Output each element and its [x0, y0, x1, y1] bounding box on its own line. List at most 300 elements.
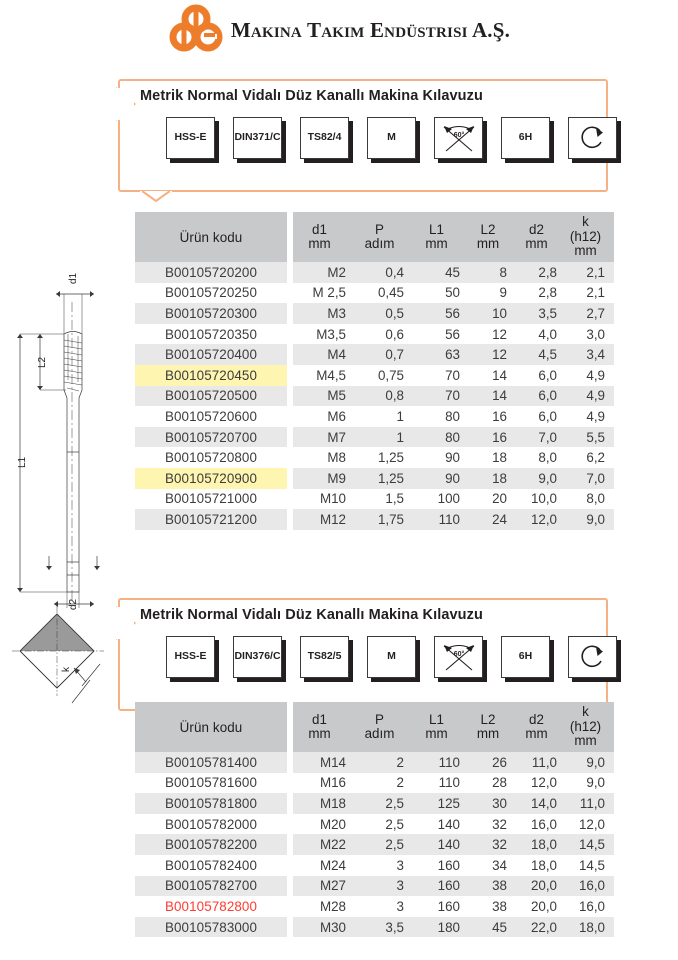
- cell-d2: 16,0: [530, 816, 557, 832]
- column-header-line: mm: [476, 236, 500, 251]
- table-header-row: [135, 212, 602, 262]
- table-row[interactable]: [135, 773, 605, 794]
- cell-d1: M4: [327, 347, 346, 363]
- cell-L2: 14: [492, 388, 507, 404]
- cell-L2: 32: [492, 837, 507, 853]
- column-header-line: L2: [480, 221, 496, 237]
- cell-L1: 140: [437, 816, 460, 832]
- svg-text:60°: 60°: [453, 651, 464, 658]
- cell-P: 1,25: [377, 470, 404, 486]
- badge-face: [300, 636, 349, 678]
- cell-L2: 9: [499, 285, 507, 301]
- cell-product-code: B00105720500: [135, 386, 287, 407]
- cell-P: 0,8: [385, 388, 404, 404]
- cell-d1: M4,5: [316, 367, 346, 383]
- cell-product-code: B00105720250: [135, 283, 287, 304]
- badge-face: [501, 636, 550, 678]
- header-data-block: [293, 702, 614, 752]
- cell-product-code: B00105782400: [135, 855, 287, 876]
- cell-L1: 160: [437, 898, 460, 914]
- badge-row: [166, 636, 621, 682]
- column-header-line: k: [582, 704, 589, 720]
- badge-face: [434, 117, 483, 159]
- table-row[interactable]: [135, 406, 605, 427]
- dim-label-d2: d2: [68, 598, 79, 610]
- cell-d1: M5: [327, 388, 346, 404]
- cell-k: 4,9: [586, 408, 605, 424]
- table-row[interactable]: [135, 303, 605, 324]
- cell-P: 0,4: [385, 264, 404, 280]
- cell-k: 5,5: [586, 429, 605, 445]
- table-row[interactable]: [135, 834, 605, 855]
- dim-label-k: k: [61, 667, 72, 672]
- cell-P: 1,5: [385, 491, 404, 507]
- cell-product-code: B00105720600: [135, 406, 287, 427]
- cell-d1: M16: [319, 775, 346, 791]
- table-header-row: [135, 702, 602, 752]
- cell-product-code: B00105720350: [135, 324, 287, 345]
- cell-L1: 90: [445, 470, 460, 486]
- cell-product-code: B00105782800: [135, 896, 287, 917]
- cell-L1: 180: [437, 919, 460, 935]
- company-name: Makina Takım Endüstrisi A.Ş.: [230, 17, 511, 42]
- cell-L2: 28: [492, 775, 507, 791]
- row-data-block: [293, 834, 614, 855]
- column-header-line: L1: [429, 221, 444, 237]
- badge-text-line: DIN: [234, 650, 253, 663]
- cell-L1: 56: [445, 326, 460, 342]
- badge-tolerance-6h: [501, 117, 554, 163]
- cell-L1: 56: [445, 305, 460, 321]
- badge-face: [367, 636, 416, 678]
- row-data-block: [293, 262, 614, 283]
- cell-d2: 9,0: [538, 470, 557, 486]
- cell-product-code: B00105720900: [135, 468, 287, 489]
- cell-k: 18,0: [578, 919, 605, 935]
- row-data-block: [293, 386, 614, 407]
- cell-P: 0,5: [385, 305, 404, 321]
- cell-k: 6,2: [586, 450, 605, 466]
- column-header-L1: [413, 212, 469, 262]
- column-header-line: adım: [364, 236, 395, 251]
- cell-P: 3: [396, 857, 404, 873]
- badge-text-line: M: [387, 131, 396, 144]
- column-header-P: [355, 212, 413, 262]
- cell-k: 16,0: [578, 898, 605, 914]
- badge-material-hss-e: [166, 636, 219, 682]
- column-header-line: mm: [574, 733, 597, 749]
- cell-L2: 38: [492, 898, 507, 914]
- row-data-block: [293, 447, 614, 468]
- badge-face: [367, 117, 416, 159]
- table-row[interactable]: [135, 876, 605, 897]
- cell-k: 11,0: [579, 795, 605, 811]
- cell-d1: M6: [327, 408, 346, 424]
- badge-standard-ts: [300, 636, 353, 682]
- cell-d1: M9: [327, 470, 346, 486]
- cell-L1: 80: [445, 429, 460, 445]
- cell-k: 12,0: [578, 816, 605, 832]
- table-row[interactable]: [135, 447, 605, 468]
- cell-L2: 32: [492, 816, 507, 832]
- table-row[interactable]: [135, 855, 605, 876]
- cell-d2: 20,0: [530, 898, 557, 914]
- badge-right-hand-cut: [568, 117, 621, 163]
- cell-L2: 26: [492, 754, 507, 770]
- column-header-line: L2: [480, 711, 496, 727]
- badge-face: [233, 636, 282, 678]
- column-header-code: Ürün kodu: [135, 702, 287, 752]
- badge-standard-ts: [300, 117, 353, 163]
- badge-material-hss-e: [166, 117, 219, 163]
- cell-product-code: B00105781600: [135, 773, 287, 794]
- badge-row: [166, 117, 621, 163]
- column-header-line: P: [375, 711, 384, 727]
- table-row[interactable]: [135, 427, 605, 448]
- cell-P: 1,25: [377, 450, 404, 466]
- cell-L1: 100: [437, 491, 460, 507]
- cell-k: 4,9: [586, 367, 605, 383]
- column-header-line: d2: [529, 221, 544, 237]
- table-row[interactable]: [135, 509, 605, 530]
- cell-L1: 70: [445, 388, 460, 404]
- cell-P: 2: [396, 754, 404, 770]
- table-row[interactable]: [135, 917, 605, 938]
- column-header-line: d2: [529, 711, 544, 727]
- cell-d1: M3,5: [316, 326, 346, 342]
- mte-three-circles-logo: [168, 4, 224, 56]
- cell-d2: 2,8: [538, 264, 557, 280]
- row-data-block: [293, 324, 614, 345]
- panel-bottom-notch: [142, 190, 170, 200]
- cell-d2: 6,0: [538, 367, 557, 383]
- cell-d1: M22: [319, 837, 346, 853]
- cell-d2: 4,0: [538, 326, 557, 342]
- table-row[interactable]: [135, 262, 605, 283]
- cell-P: 0,7: [385, 347, 404, 363]
- badge-text-line: 82/4: [320, 131, 342, 144]
- column-header-line: P: [375, 221, 384, 237]
- badge-standard-din: [233, 117, 286, 163]
- column-header-code: Ürün kodu: [135, 212, 287, 262]
- cell-L2: 18: [492, 450, 507, 466]
- row-data-block: [293, 365, 614, 386]
- table-row[interactable]: [135, 752, 605, 773]
- square-shank-cross-section: [12, 606, 112, 706]
- column-header-line: mm: [574, 243, 597, 259]
- cell-product-code: B00105720200: [135, 262, 287, 283]
- cell-d1: M24: [319, 857, 346, 873]
- row-data-block: [293, 406, 614, 427]
- cell-P: 2: [396, 775, 404, 791]
- cell-d1: M28: [319, 898, 346, 914]
- column-header-line: mm: [525, 726, 548, 741]
- cell-L1: 45: [445, 264, 460, 280]
- column-header-d2: [516, 212, 566, 262]
- product-table-2: [135, 702, 605, 937]
- cell-L1: 90: [445, 450, 460, 466]
- section-title: Metrik Normal Vidalı Düz Kanallı Makina Kılavuzu: [140, 88, 483, 104]
- cell-L2: 30: [492, 795, 507, 811]
- cell-k: 9,0: [586, 511, 605, 527]
- column-header-L1: [413, 702, 469, 752]
- section-title: Metrik Normal Vidalı Düz Kanallı Makina Kılavuzu: [140, 607, 483, 623]
- row-data-block: [293, 793, 614, 814]
- cell-L2: 20: [492, 491, 507, 507]
- cell-d1: M30: [319, 919, 346, 935]
- table-row[interactable]: [135, 365, 605, 386]
- badge-text-line: 376/C: [252, 650, 281, 663]
- cell-L1: 80: [445, 408, 460, 424]
- cell-d1: M18: [319, 795, 346, 811]
- svg-text:60°: 60°: [453, 132, 464, 139]
- cell-d1: M27: [319, 878, 346, 894]
- cell-d1: M2: [327, 264, 346, 280]
- cell-d2: 14,0: [530, 795, 557, 811]
- table-row[interactable]: [135, 793, 605, 814]
- row-data-block: [293, 752, 614, 773]
- brand-header: [0, 4, 678, 56]
- column-header-d2: [516, 702, 566, 752]
- cell-P: 1: [396, 429, 404, 445]
- column-header-line: mm: [425, 236, 448, 251]
- badge-face: [434, 636, 483, 678]
- cell-product-code: B00105782700: [135, 876, 287, 897]
- cell-L2: 12: [492, 326, 507, 342]
- badge-face: [166, 636, 215, 678]
- cell-d1: M10: [319, 491, 346, 507]
- cell-d1: M12: [319, 511, 346, 527]
- dim-label-d1: d1: [68, 272, 79, 284]
- cell-L2: 12: [492, 347, 507, 363]
- cell-d1: M 2,5: [312, 285, 346, 301]
- spec-panel-1: [118, 79, 608, 192]
- row-data-block: [293, 876, 614, 897]
- header-data-block: [293, 212, 614, 262]
- column-header-line: mm: [525, 236, 548, 251]
- cell-k: 2,1: [586, 264, 605, 280]
- product-table-1: [135, 212, 605, 530]
- cell-d2: 3,5: [538, 305, 557, 321]
- row-data-block: [293, 814, 614, 835]
- row-data-block: [293, 509, 614, 530]
- badge-thread-angle-60: [434, 636, 487, 682]
- cell-L1: 70: [445, 367, 460, 383]
- cell-P: 2,5: [385, 816, 404, 832]
- column-header-line: mm: [425, 726, 448, 741]
- cell-L1: 160: [437, 857, 460, 873]
- cell-d1: M8: [327, 450, 346, 466]
- cell-product-code: B00105782000: [135, 814, 287, 835]
- cell-product-code: B00105781400: [135, 752, 287, 773]
- cell-d2: 18,0: [530, 857, 557, 873]
- cell-d2: 7,0: [538, 429, 557, 445]
- column-header-line: d1: [312, 711, 327, 727]
- row-data-block: [293, 896, 614, 917]
- cell-L1: 110: [438, 754, 460, 770]
- cell-L2: 24: [492, 511, 507, 527]
- badge-text-line: TS: [307, 650, 321, 663]
- column-header-line: mm: [308, 236, 331, 251]
- cell-d2: 10,0: [530, 491, 557, 507]
- cell-product-code: B00105720400: [135, 344, 287, 365]
- badge-text-line: TS: [307, 131, 321, 144]
- cell-P: 2,5: [385, 795, 404, 811]
- table-row[interactable]: [135, 468, 605, 489]
- cell-d2: 20,0: [530, 878, 557, 894]
- cell-L2: 38: [492, 878, 507, 894]
- cell-L2: 8: [499, 264, 507, 280]
- cell-P: 3: [396, 878, 404, 894]
- cell-product-code: B00105720300: [135, 303, 287, 324]
- cell-P: 3: [396, 898, 404, 914]
- cell-d1: M14: [319, 754, 346, 770]
- column-header-L2: [469, 702, 516, 752]
- badge-text-line: 6H: [518, 650, 533, 663]
- cell-L2: 14: [492, 367, 507, 383]
- cell-L2: 34: [492, 857, 507, 873]
- cell-d2: 6,0: [538, 408, 557, 424]
- badge-face: [568, 636, 617, 678]
- badge-text-line: HSS-E: [174, 650, 207, 663]
- badge-right-hand-cut: [568, 636, 621, 682]
- cell-d2: 22,0: [530, 919, 557, 935]
- column-header-k: [566, 702, 614, 752]
- table-row[interactable]: [135, 344, 605, 365]
- cell-d1: M3: [327, 305, 346, 321]
- cell-k: 9,0: [586, 775, 605, 791]
- cell-product-code: B00105720800: [135, 447, 287, 468]
- machine-tap-drawing: [4, 272, 116, 612]
- cell-k: 4,9: [586, 388, 605, 404]
- panel-notch-mask: [115, 607, 120, 639]
- column-header-d1: [293, 702, 355, 752]
- table-row[interactable]: [135, 896, 605, 917]
- column-header-line: mm: [476, 726, 500, 741]
- badge-thread-type-m: [367, 117, 420, 163]
- table-row[interactable]: [135, 386, 605, 407]
- badge-text-line: 371/C: [252, 131, 281, 144]
- cell-L2: 18: [492, 470, 507, 486]
- cell-d2: 4,5: [538, 347, 557, 363]
- cell-P: 1,75: [377, 511, 404, 527]
- cell-k: 14,5: [578, 857, 605, 873]
- table-row[interactable]: [135, 324, 605, 345]
- badge-face: [501, 117, 550, 159]
- cell-product-code: B00105720450: [135, 365, 287, 386]
- cell-product-code: B00105781800: [135, 793, 287, 814]
- cell-L1: 125: [437, 795, 460, 811]
- cell-L2: 45: [492, 919, 507, 935]
- cell-L1: 160: [437, 878, 460, 894]
- cell-d2: 12,0: [530, 511, 557, 527]
- cell-k: 3,4: [586, 347, 605, 363]
- badge-face: [568, 117, 617, 159]
- badge-text-line: 82/5: [320, 650, 342, 663]
- badge-text-line: HSS-E: [174, 131, 207, 144]
- cell-product-code: B00105721200: [135, 509, 287, 530]
- badge-text-line: 6H: [518, 131, 533, 144]
- dim-label-L2: L2: [37, 356, 48, 368]
- badge-thread-type-m: [367, 636, 420, 682]
- badge-face: [166, 117, 215, 159]
- column-header-line: k: [582, 214, 589, 230]
- table-row[interactable]: [135, 814, 605, 835]
- cell-d2: 8,0: [538, 450, 557, 466]
- cell-P: 0,6: [385, 326, 404, 342]
- row-data-block: [293, 917, 614, 938]
- badge-thread-angle-60: [434, 117, 487, 163]
- badge-text-line: M: [387, 650, 396, 663]
- cell-product-code: B00105783000: [135, 917, 287, 938]
- cell-d2: 2,8: [538, 285, 557, 301]
- cell-L1: 110: [438, 775, 460, 791]
- cell-P: 1: [396, 408, 404, 424]
- column-header-k: [566, 212, 614, 262]
- cell-product-code: B00105721000: [135, 489, 287, 510]
- cell-k: 3,0: [586, 326, 605, 342]
- badge-face: [300, 117, 349, 159]
- column-header-L2: [469, 212, 516, 262]
- cell-L2: 10: [492, 305, 507, 321]
- row-data-block: [293, 344, 614, 365]
- dim-label-L1: L1: [17, 456, 28, 468]
- column-header-line: d1: [312, 221, 327, 237]
- cell-k: 14,5: [578, 837, 605, 853]
- cell-L1: 140: [437, 837, 460, 853]
- cell-k: 7,0: [586, 470, 605, 486]
- cell-L1: 50: [445, 285, 460, 301]
- panel-notch-mask: [115, 88, 120, 120]
- column-header-d1: [293, 212, 355, 262]
- cell-product-code: B00105782200: [135, 834, 287, 855]
- row-data-block: [293, 427, 614, 448]
- cell-k: 16,0: [578, 878, 605, 894]
- cell-k: 2,1: [586, 285, 605, 301]
- cell-d2: 6,0: [538, 388, 557, 404]
- cell-L1: 63: [445, 347, 460, 363]
- column-header-line: (h12): [569, 228, 602, 244]
- badge-text-line: DIN: [234, 131, 253, 144]
- table-row[interactable]: [135, 283, 605, 304]
- cell-P: 3,5: [385, 919, 404, 935]
- badge-face: [233, 117, 282, 159]
- cell-P: 2,5: [385, 837, 404, 853]
- cell-d2: 11,0: [531, 754, 557, 770]
- cell-k: 2,7: [586, 305, 605, 321]
- table-row[interactable]: [135, 489, 605, 510]
- column-header-line: L1: [429, 711, 444, 727]
- row-data-block: [293, 283, 614, 304]
- cell-k: 8,0: [586, 491, 605, 507]
- cell-product-code: B00105720700: [135, 427, 287, 448]
- cell-L1: 110: [438, 511, 460, 527]
- cell-d1: M20: [319, 816, 346, 832]
- column-header-line: (h12): [569, 718, 602, 734]
- column-header-line: adım: [364, 726, 395, 741]
- cell-L2: 16: [492, 408, 507, 424]
- row-data-block: [293, 489, 614, 510]
- badge-standard-din: [233, 636, 286, 682]
- column-header-P: [355, 702, 413, 752]
- row-data-block: [293, 855, 614, 876]
- badge-tolerance-6h: [501, 636, 554, 682]
- cell-d2: 18,0: [530, 837, 557, 853]
- row-data-block: [293, 303, 614, 324]
- row-data-block: [293, 468, 614, 489]
- cell-k: 9,0: [586, 754, 605, 770]
- cell-d1: M7: [327, 429, 346, 445]
